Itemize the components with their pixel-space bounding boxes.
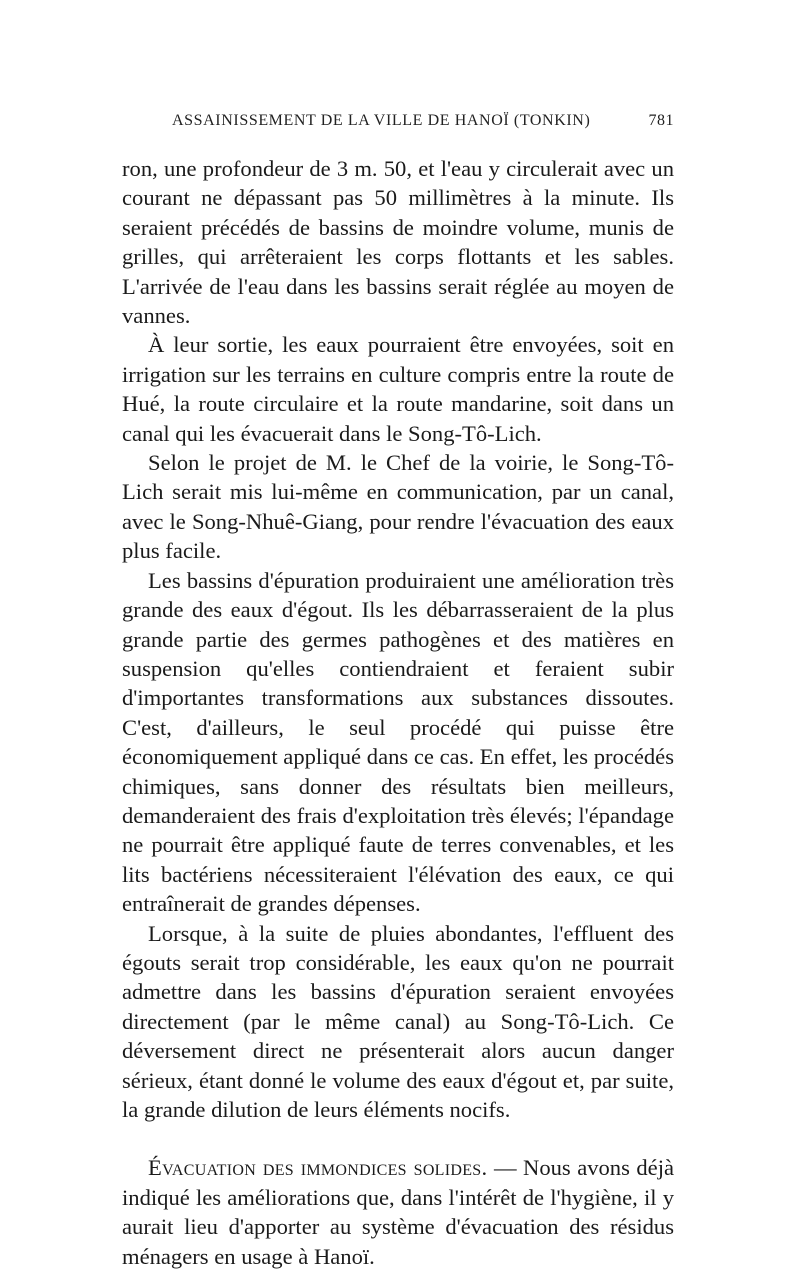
paragraph-canal-project: Selon le projet de M. le Chef de la voirie, le Song-Tô-Lich serait mis lui-même en communication, par un canal, avec le Song-Nhuê-Giang, pour rendre l'évacuation des eaux plus facile.: [122, 450, 674, 564]
paragraph-irrigation: À leur sortie, les eaux pourraient être envoyées, soit en irrigation sur les terrains en culture compris entre la route de Hué, la route circulaire et la route mandarine, soit dans un canal qui les évacuerait dans le Song-Tô-Lich.: [122, 332, 674, 446]
page-number: 781: [648, 112, 674, 129]
section-text: Nous avons déjà indiqué les améliorations que, dans l'intérêt de l'hygiène, il y aurait lieu d'apporter au système d'évacuation des résidus ménagers en usage à Hanoï.: [122, 1155, 675, 1269]
paragraph-solid-waste: [122, 1153, 674, 1271]
em-dash: —: [487, 1155, 524, 1181]
paragraph-purification: Les bassins d'épuration produiraient une amélioration très grande des eaux d'égout. Ils les débarrasseraient de la plus grande partie des germes pathogènes et des matières en suspension qu'elles contiendraient et feraient subir d'importantes transformations aux substances dissoutes. C'est, d'ailleurs, le seul procédé qui puisse être économiquement appliqué dans ce cas. En effet, les procédés chimiques, sans donner des résultats bien meilleurs, demanderaient des frais d'exploitation très élevés; l'épandage ne pourrait être appliqué faute de terres convenables, et les lits bactériens nécessiteraient l'élévation des eaux, ce qui entraînerait de grandes dépenses.: [122, 567, 674, 917]
running-title: ASSAINISSEMENT DE LA VILLE DE HANOÏ (TONKIN): [172, 112, 591, 129]
book-page: [122, 112, 674, 1271]
paragraph-overflow: Lorsque, à la suite de pluies abondantes, l'effluent des égouts serait trop considérable, les eaux qu'on ne pourrait admettre dans les bassins d'épuration seraient envoyées directement (par le même canal) au Song-Tô-Lich. Ce déversement direct ne présenterait alors aucun danger sérieux, étant donné le volume des eaux d'égout et, par suite, la grande dilution de leurs éléments nocifs.: [122, 920, 674, 1122]
paragraph-continuation: ron, une profondeur de 3 m. 50, et l'eau y circulerait avec un courant ne dépassant pas 50 millimètres à la minute. Ils seraient précédés de bassins de moindre volume, munis de grilles, qui arrêteraient les corps flottants et les sables. L'arrivée de l'eau dans les bassins serait réglée au moyen de vannes.: [122, 156, 674, 329]
section-heading: Évacuation des immondices solides.: [148, 1155, 488, 1181]
running-head: [122, 112, 674, 152]
section-spacer: [122, 1124, 674, 1153]
